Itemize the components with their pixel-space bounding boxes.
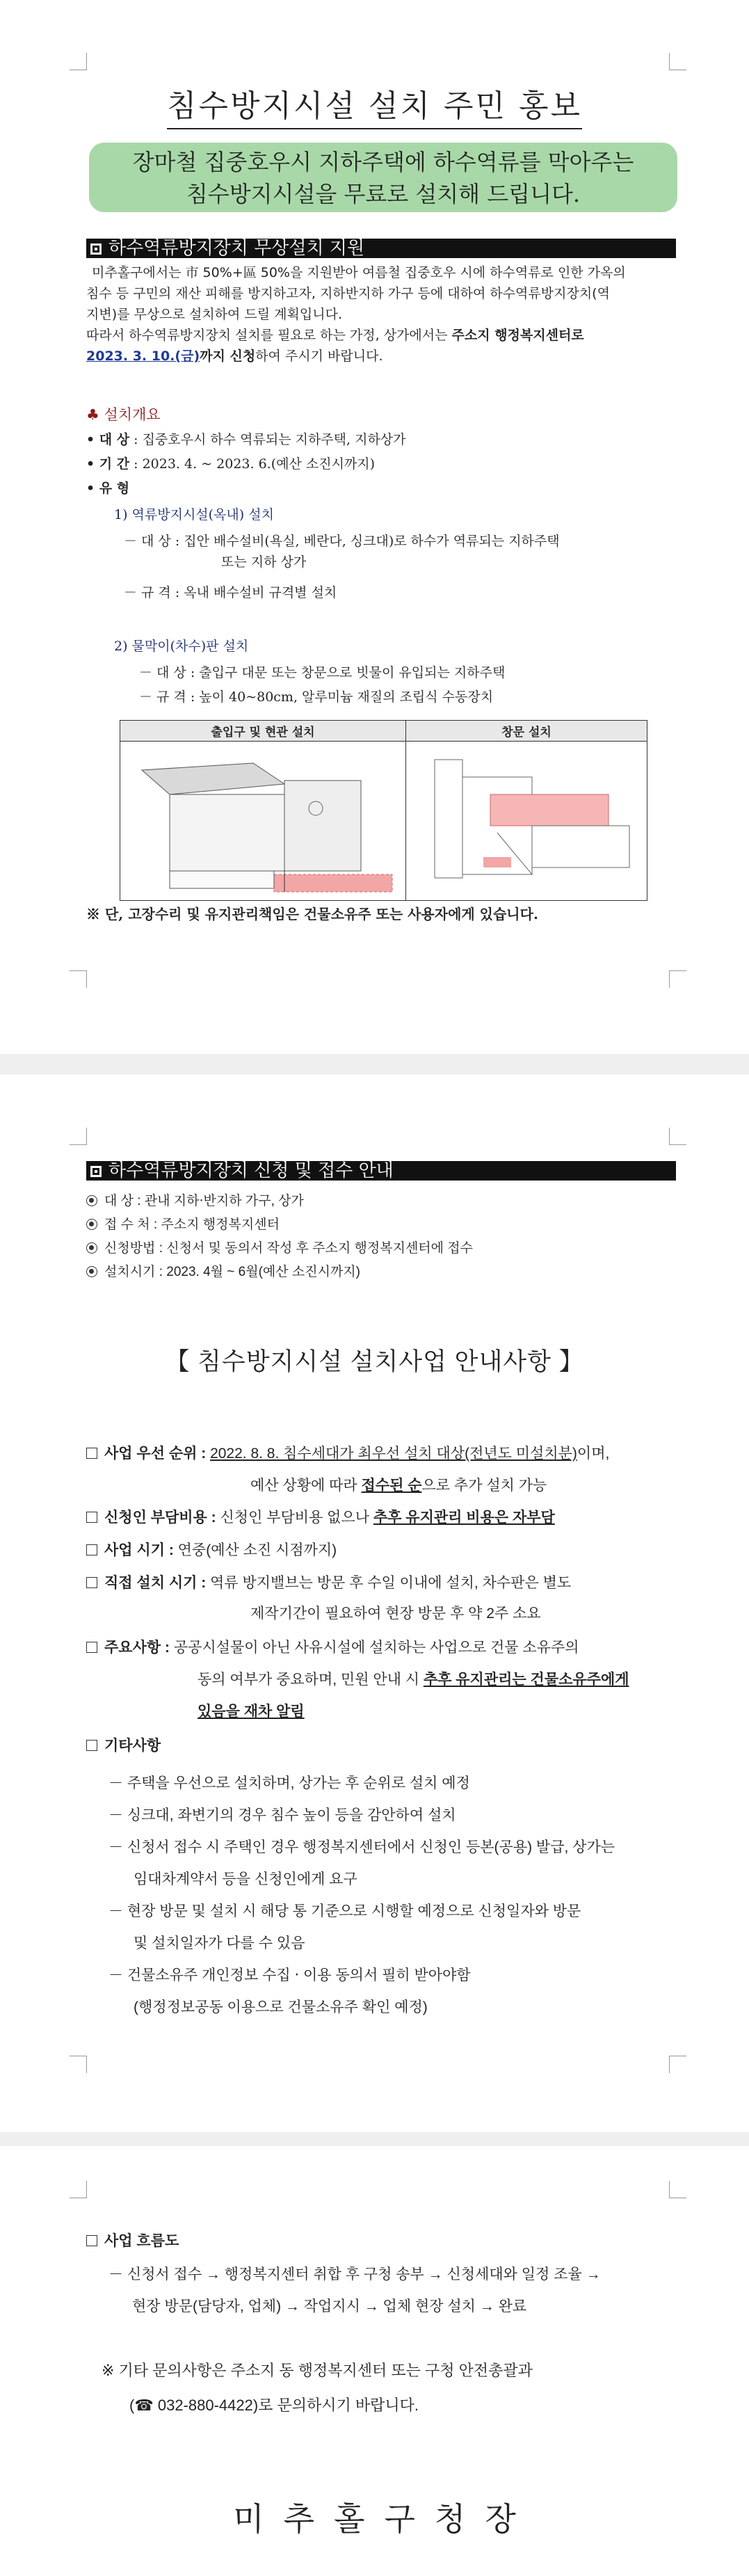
square-bullet-icon [90,1166,102,1177]
checkbox-icon [86,1577,97,1588]
priority-item: 사업 우선 순위 : 2022. 8. 8. 침수세대가 최우선 설치 대상(전년도 미설치분)이며, [86,1442,609,1466]
entrance-illustration [120,742,406,901]
type1-spec: － 규 격 : 옥내 배수설비 규격별 설치 [124,585,337,600]
etc-list [108,1768,615,2024]
direct-install-cont: 제작기간이 필요하여 현장 방문 후 약 2주 소요 [250,1606,541,1622]
radio-bullet-icon [86,1242,97,1254]
direct-install-item: 직접 설치 시기 : 역류 방지밸브는 방문 후 수일 이내에 설치, 차수판은 별도 [86,1571,571,1595]
checkbox-icon [86,1512,97,1523]
list-item: (행정정보공동 이용으로 건물소유주 확인 예정) [134,1999,428,2015]
list-item: 신청방법 : 신청서 및 동의서 작성 후 주소지 행정복지센터에 접수 [86,1237,473,1261]
time-item: 사업 시기 : 연중(예산 소진 시점까지) [86,1539,337,1562]
issuer-signature: 미추홀구청장 [233,2500,535,2538]
checkbox-icon [86,1642,97,1653]
overview-target: • 대 상 : 집중호우시 하수 역류되는 지하주택, 지하상가 [86,432,406,447]
intro-paragraph: 미추홀구에서는 市 50%+區 50%을 지원받아 여름철 집중호우 시에 하수역류로 인한 가옥의 침수 등 구민의 재산 피해를 방지하고자, 지하반지하 가구 등에 대하여 하수역류방지장치(역 지변)를 무상으로 설치하여 드릴 계획입니다. 따라서 하수역류방지장치 설치를 필요로 하는 가정, 상가에서는 주소지 행정복지센터로 2023. 3. 10.(금)까지 신청하여 주시기 바랍니다. [86,265,626,364]
radio-bullet-icon [86,1219,97,1230]
type1-heading: 1) 역류방지시설(옥내) 설치 [114,507,274,522]
window-illustration [406,742,647,901]
flow-item: 사업 흐름도 [86,2230,179,2253]
checkbox-icon [86,2235,97,2246]
list-item: － 신청서 접수 시 주택인 경우 행정복지센터에서 신청인 등본(공용) 발급, 상가는 [108,1839,615,1855]
list-item: － 주택을 우선으로 설치하며, 상가는 후 순위로 설치 예정 [108,1775,470,1791]
list-item: 및 설치일자가 다를 수 있음 [134,1935,305,1951]
list-item: － 현장 방문 및 설치 시 해당 통 기준으로 시행할 예정으로 신청일자와 방문 [108,1903,581,1919]
page-title: 침수방지시설 설치 주민 홍보 [0,81,749,125]
promo-banner [89,143,677,212]
section-header-support: 하수역류방지장치 무상설치 지원 [86,239,676,258]
document-page-1 [0,0,749,1054]
main-notes-cont2: 있음을 재차 알림 [198,1704,305,1720]
type2-target: － 대 상 : 출입구 대문 또는 창문으로 빗물이 유입되는 지하주택 [139,665,506,680]
overview-heading: ♣ 설치개요 [86,406,161,423]
type1-target: － 대 상 : 집안 배수설비(욕실, 베란다, 싱크대)로 하수가 역류되는 지하주택 [124,534,560,549]
list-item: 대 상 : 관내 지하‧반지하 가구, 상가 [86,1190,473,1213]
list-item: 접 수 처 : 주소지 행정복지센터 [86,1213,473,1237]
document-page-2 [0,1075,749,2132]
deadline-date: 2023. 3. 10.(금) [86,349,200,364]
radio-bullet-icon [86,1266,97,1277]
banner-line-2: 침수방지시설을 무료로 설치해 드립니다. [186,181,581,207]
contact-line-1: ※ 기타 문의사항은 주소지 동 행정복지센터 또는 구청 안전총괄과 [102,2362,533,2379]
installation-image-table [120,720,647,901]
checkbox-icon [86,1448,97,1459]
overview-type: • 유 형 [86,481,130,496]
document-page-3 [0,2146,749,2576]
type2-spec: － 규 격 : 높이 40~80cm, 알루미늄 재질의 조립식 수동장치 [139,689,494,705]
guide-heading: 【 침수방지시설 설치사업 안내사항 】 [165,1348,584,1375]
list-item: － 건물소유주 개인정보 수집 ‧ 이용 동의서 필히 받아야함 [108,1967,471,1983]
type1-target-cont: 또는 지하 상가 [221,554,307,570]
contact-line-2: (☎ 032-880-4422)로 문의하시기 바랍니다. [129,2397,419,2414]
overview-period: • 기 간 : 2023. 4. ~ 2023. 6.(예산 소진시까지) [86,456,376,472]
application-info-list [86,1190,473,1284]
banner-line-1: 장마철 집중호우시 지하주택에 하수역류를 막아주는 [132,149,634,175]
checkbox-icon [86,1740,97,1751]
responsibility-note: ※ 단, 고장수리 및 유지관리책임은 건물소유주 또는 사용자에게 있습니다. [86,906,538,922]
cost-item: 신청인 부담비용 : 신청인 부담비용 없으나 추후 유지관리 비용은 자부담 [86,1506,555,1530]
table-header-window: 창문 설치 [406,721,647,742]
list-item: － 싱크대, 좌변기의 경우 침수 높이 등을 감안하여 설치 [108,1807,456,1823]
flow-line-1: － 신청서 접수 → 행정복지센터 취합 후 구청 송부 → 신청세대와 일정 조율 → [108,2266,601,2282]
radio-bullet-icon [86,1195,97,1206]
flow-line-2: 현장 방문(담당자, 업체) → 작업지시 → 업체 현장 설치 → 완료 [132,2298,527,2314]
list-item: 설치시기 : 2023. 4월 ~ 6월(예산 소진시까지) [86,1261,473,1284]
main-notes-cont1: 동의 여부가 중요하며, 민원 안내 시 추후 유지관리는 건물소유주에게 [198,1672,629,1688]
square-bullet-icon [90,243,102,255]
main-notes-item: 주요사항 : 공공시설물이 아닌 사유시설에 설치하는 사업으로 건물 소유주의 [86,1636,579,1660]
table-header-entrance: 출입구 및 현관 설치 [120,721,406,742]
checkbox-icon [86,1544,97,1555]
section-header-application: 하수역류방지장치 신청 및 접수 안내 [86,1161,676,1181]
priority-item-cont: 예산 상황에 따라 접수된 순으로 추가 설치 가능 [250,1478,547,1494]
etc-item: 기타사항 [86,1734,161,1758]
type2-heading: 2) 물막이(차수)판 설치 [114,639,249,654]
list-item: 임대차계약서 등을 신청인에게 요구 [134,1871,357,1887]
